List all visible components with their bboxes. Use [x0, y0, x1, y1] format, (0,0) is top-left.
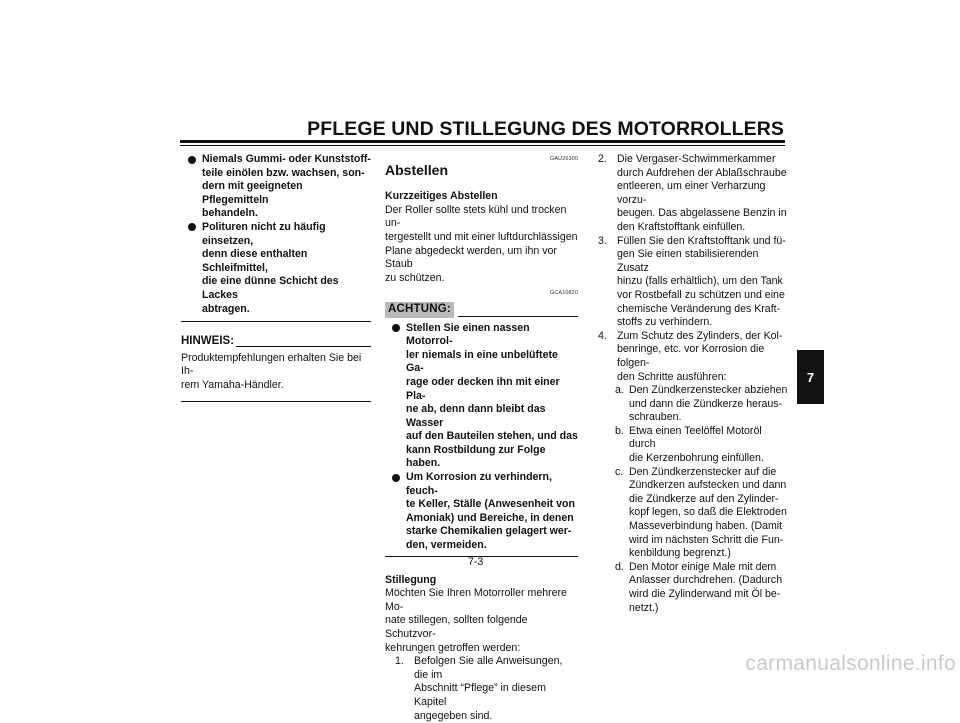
step-number: 2. — [598, 153, 607, 165]
numbered-step — [598, 330, 790, 384]
sub-step — [598, 466, 790, 561]
text-line: benringe, etc. vor Korrosion die folgen- — [617, 343, 765, 369]
caution-header — [385, 302, 578, 318]
step-letter: c. — [615, 465, 624, 478]
bullet-item — [385, 471, 578, 553]
divider — [458, 316, 578, 317]
text-line: Um Korrosion zu verhindern, feuch- — [406, 471, 552, 497]
text-line: die eine dünne Schicht des Lackes — [202, 275, 339, 301]
bullet-icon — [188, 156, 196, 164]
sub-step — [598, 561, 790, 615]
page-number: 7-3 — [468, 556, 484, 568]
text-line: Den Zündkerzenstecker auf die — [629, 465, 777, 478]
text-line: Der Roller sollte stets kühl und trocken un- — [385, 203, 567, 230]
bullet-icon — [392, 474, 400, 482]
text-line: teile einölen bzw. wachsen, son- — [202, 166, 365, 179]
text-line: vor Rostbefall zu schützen und eine — [617, 288, 785, 301]
hinweis-text — [181, 352, 371, 393]
text-line: stoffs zu verhindern. — [617, 316, 713, 329]
text-line: angegeben sind. — [414, 709, 493, 722]
text-line: Etwa einen Teelöffel Motoröl durch — [629, 424, 762, 451]
text-line: Füllen Sie den Kraftstofftank und fü- — [617, 234, 786, 247]
text-line: netzt.) — [629, 601, 659, 614]
step-number: 4. — [598, 329, 607, 342]
right-column — [598, 153, 790, 615]
reference-code: GCA10820 — [549, 290, 578, 297]
text-line: denn diese enthalten Schleifmittel, — [202, 248, 308, 274]
bullet-item — [181, 221, 371, 316]
text-line: die Kerzenbohrung einfüllen. — [629, 452, 764, 465]
text-line: den Schritte ausführen: — [617, 370, 727, 383]
text-line: chemische Veränderung des Kraft- — [617, 302, 781, 315]
text-line: Niemals Gummi- oder Kunststoff- — [202, 153, 371, 165]
text-line: rage oder decken ihn mit einer Pla- — [406, 375, 560, 402]
text-line: Möchten Sie Ihren Motorroller mehrere Mo- — [385, 587, 567, 613]
sub-step — [598, 384, 790, 425]
bullet-icon — [188, 223, 196, 231]
text-line: Masseverbindung haben. (Damit — [629, 520, 783, 533]
text-line: hinzu (falls erhältlich), um den Tank — [617, 275, 783, 288]
step-letter: d. — [615, 560, 624, 573]
text-line: Zündkerzen aufstecken und dann — [629, 479, 787, 492]
divider — [181, 321, 371, 322]
text-line: ler niemals in eine unbelüftete Ga- — [406, 348, 558, 375]
paragraph — [385, 587, 578, 655]
text-line: durch Aufdrehen der Ablaßschraube — [617, 166, 787, 179]
text-line: kann Rostbildung zur Folge haben. — [406, 443, 546, 470]
text-line: tergestellt und mit einer luftdurchlässigen — [385, 230, 578, 243]
text-line: Den Zündkerzenstecker abziehen — [629, 384, 788, 397]
chapter-tab: 7 — [797, 350, 824, 404]
text-line: te Keller, Ställe (Anwesenheit von — [406, 498, 575, 511]
text-line: Die Vergaser-Schwimmerkammer — [617, 153, 776, 165]
divider — [236, 346, 371, 347]
bullet-item — [181, 153, 371, 221]
middle-column — [385, 153, 578, 723]
caution-label: ACHTUNG: — [385, 302, 454, 318]
text-line: Zum Schutz des Zylinders, der Kol- — [617, 329, 783, 342]
hinweis-label: HINWEIS: — [181, 335, 235, 348]
text-line: dern mit geeigneten Pflegemitteln — [202, 180, 303, 206]
text-line: auf den Bauteilen stehen, und das — [406, 430, 578, 443]
text-line: den Kraftstofftank einfüllen. — [617, 220, 746, 233]
title-rule-thin — [180, 145, 785, 146]
text-line: kopf legen, so daß die Elektroden — [629, 506, 787, 519]
text-line: wird die Zylinderwand mit Öl be- — [629, 588, 781, 600]
text-line: den, vermeiden. — [406, 539, 487, 552]
text-line: kenbildung begrenzt.) — [629, 547, 731, 560]
text-line: behandeln. — [202, 207, 258, 220]
text-line: rem Yamaha-Händler. — [181, 378, 284, 391]
text-line: Plane abgedeckt werden, um ihn vor Staub — [385, 244, 557, 271]
text-line: zu schützen. — [385, 271, 445, 284]
step-number: 1. — [395, 655, 404, 668]
numbered-step — [598, 153, 790, 235]
subheading: Kurzzeitiges Abstellen — [385, 190, 498, 203]
bullet-item — [385, 322, 578, 472]
text-line: starke Chemikalien gelagert wer- — [406, 525, 572, 538]
step-number: 3. — [598, 234, 607, 247]
text-line: beugen. Das abgelassene Benzin in — [617, 207, 787, 220]
text-line: abtragen. — [202, 302, 250, 315]
text-line: Befolgen Sie alle Anweisungen, die im — [414, 655, 563, 681]
text-line: ne ab, denn dann bleibt das Wasser — [406, 403, 546, 429]
bullet-icon — [392, 324, 400, 332]
text-line: kehrungen getroffen werden: — [385, 641, 521, 654]
text-line: Anlasser durchdrehen. (Dadurch — [629, 574, 783, 587]
paragraph — [385, 204, 578, 286]
text-line: schrauben. — [629, 411, 682, 424]
reference-code: GAU26300 — [549, 156, 578, 162]
step-letter: a. — [615, 384, 624, 397]
text-line: Polituren nicht zu häufig einsetzen, — [202, 220, 326, 247]
divider — [181, 401, 371, 402]
text-line: entleeren, um einer Verharzung vorzu- — [617, 180, 766, 206]
watermark: carmanualsonline.info — [745, 652, 956, 675]
text-line: Amoniak) und Bereiche, in denen — [406, 511, 574, 524]
subheading: Stillegung — [385, 573, 437, 586]
text-line: und dann die Zündkerze heraus- — [629, 397, 783, 410]
text-line: nate stillegen, sollten folgende Schutzvor- — [385, 614, 528, 640]
hinweis-header — [181, 335, 371, 349]
title-rule-thick — [180, 140, 785, 143]
text-line: Abschnitt “Pflege” in diesem Kapitel — [414, 682, 546, 708]
sub-step — [598, 425, 790, 466]
left-column — [181, 153, 371, 402]
numbered-step — [385, 655, 578, 723]
text-line: Den Motor einige Male mit dem — [629, 560, 777, 573]
text-line: wird im nächsten Schritt die Fun- — [629, 533, 784, 546]
text-line: Stellen Sie einen nassen Motorrol- — [406, 321, 530, 348]
section-heading: Abstellen — [385, 161, 449, 178]
page-title: PFLEGE UND STILLEGUNG DES MOTORROLLERS — [307, 118, 784, 140]
text-line: gen Sie einen stabilisierenden Zusatz — [617, 248, 759, 274]
step-letter: b. — [615, 424, 624, 437]
text-line: Produktempfehlungen erhalten Sie bei Ih- — [181, 351, 362, 378]
numbered-step — [598, 235, 790, 330]
text-line: die Zündkerze auf den Zylinder- — [629, 492, 779, 505]
